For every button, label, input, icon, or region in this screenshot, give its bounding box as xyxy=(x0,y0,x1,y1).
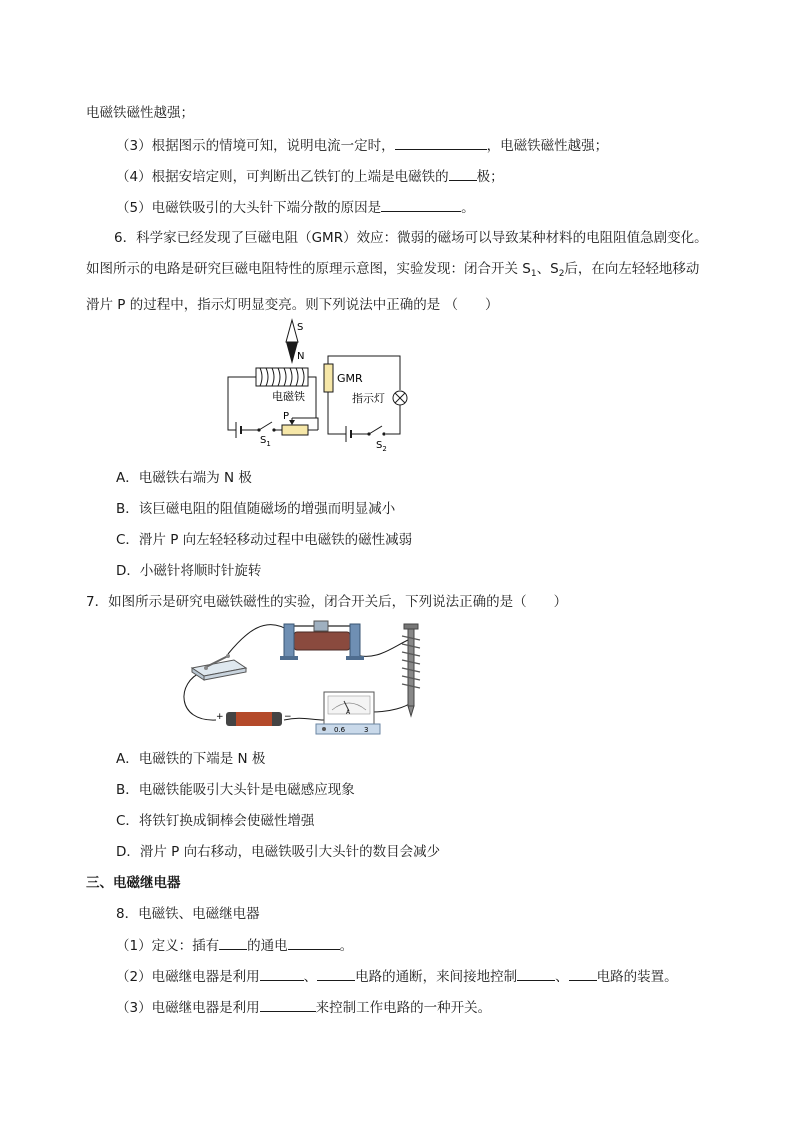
q7-option-d[interactable]: D．滑片 P 向右移动，电磁铁吸引大头针的数目会减少 xyxy=(116,844,441,860)
q6-stem: 6．科学家已经发现了巨磁电阻（GMR）效应：微弱的磁场可以导致某种材料的电阻阻值急剧变化。如图所示的电路是研究巨磁电阻特性的原理示意图，实验发现：闭合开关 $S_1$、$S_2$后，在向左轻轻地移动滑片 P 的过程中，指示灯明显变亮。则下列说法中正确的是 （ ） xyxy=(86,230,708,313)
q7-option-a[interactable]: A．电磁铁的下端是 N 极 xyxy=(116,751,266,767)
ammeter-terminal-3: 3 xyxy=(364,726,369,734)
needle-label-s: S xyxy=(297,322,304,333)
battery-minus-label: − xyxy=(284,712,292,722)
q8-item-2: （2）电磁继电器是利用 、 电路的通断，来间接地控制 、 电路的装置。 xyxy=(116,966,678,987)
answer-blank[interactable] xyxy=(395,135,487,150)
needle-label-n: N xyxy=(297,351,305,362)
answer-blank[interactable] xyxy=(317,966,355,981)
q6-option-c[interactable]: C．滑片 P 向左轻轻移动过程中电磁铁的磁性减弱 xyxy=(116,532,413,548)
answer-blank[interactable] xyxy=(219,935,247,950)
q6-option-b[interactable]: B．该巨磁电阻的阻值随磁场的增强而明显减小 xyxy=(116,501,396,517)
label-p: P xyxy=(283,411,290,422)
ammeter-a-label: A xyxy=(346,709,351,716)
q6-option-d[interactable]: D．小磁针将顺时针旋转 xyxy=(116,563,262,579)
electromagnet-experiment-diagram xyxy=(176,612,446,744)
q5-item-3: （3）根据图示的情境可知，说明电流一定时， ，电磁铁磁性越强； xyxy=(116,135,608,156)
continued-text: 电磁铁磁性越强； xyxy=(86,105,194,121)
label-gmr: GMR xyxy=(337,372,363,385)
q7-stem: 7．如图所示是研究电磁铁磁性的实验，闭合开关后，下列说法正确的是（ ） xyxy=(86,594,568,610)
answer-blank[interactable] xyxy=(517,966,555,981)
q8-item-1: （1）定义：插有 的通电 。 xyxy=(116,935,353,956)
answer-blank[interactable] xyxy=(449,166,477,181)
label-s2: $S_2$ xyxy=(376,440,387,453)
label-lamp: 指示灯 xyxy=(352,392,385,405)
answer-blank[interactable] xyxy=(569,966,597,981)
gmr-circuit-diagram xyxy=(222,318,418,458)
answer-blank[interactable] xyxy=(260,966,304,981)
section-heading: 三、电磁继电器 xyxy=(86,875,181,891)
answer-blank[interactable] xyxy=(381,197,461,212)
answer-blank[interactable] xyxy=(260,997,316,1012)
q5-item-4: （4）根据安培定则，可判断出乙铁钉的上端是电磁铁的 极； xyxy=(116,166,504,187)
q6-option-a[interactable]: A．电磁铁右端为 N 极 xyxy=(116,470,252,486)
ammeter-terminal-06: 0.6 xyxy=(334,726,346,734)
q8-title: 8．电磁铁、电磁继电器 xyxy=(116,906,260,922)
q8-item-3: （3）电磁继电器是利用 来控制工作电路的一种开关。 xyxy=(116,997,491,1018)
answer-blank[interactable] xyxy=(288,935,340,950)
label-s1: $S_1$ xyxy=(260,435,271,448)
q7-option-c[interactable]: C．将铁钉换成铜棒会使磁性增强 xyxy=(116,813,315,829)
q5-item-5: （5）电磁铁吸引的大头针下端分散的原因是 。 xyxy=(116,197,475,218)
q7-option-b[interactable]: B．电磁铁能吸引大头针是电磁感应现象 xyxy=(116,782,355,798)
label-electromagnet: 电磁铁 xyxy=(272,390,305,403)
battery-plus-label: + xyxy=(216,712,224,722)
